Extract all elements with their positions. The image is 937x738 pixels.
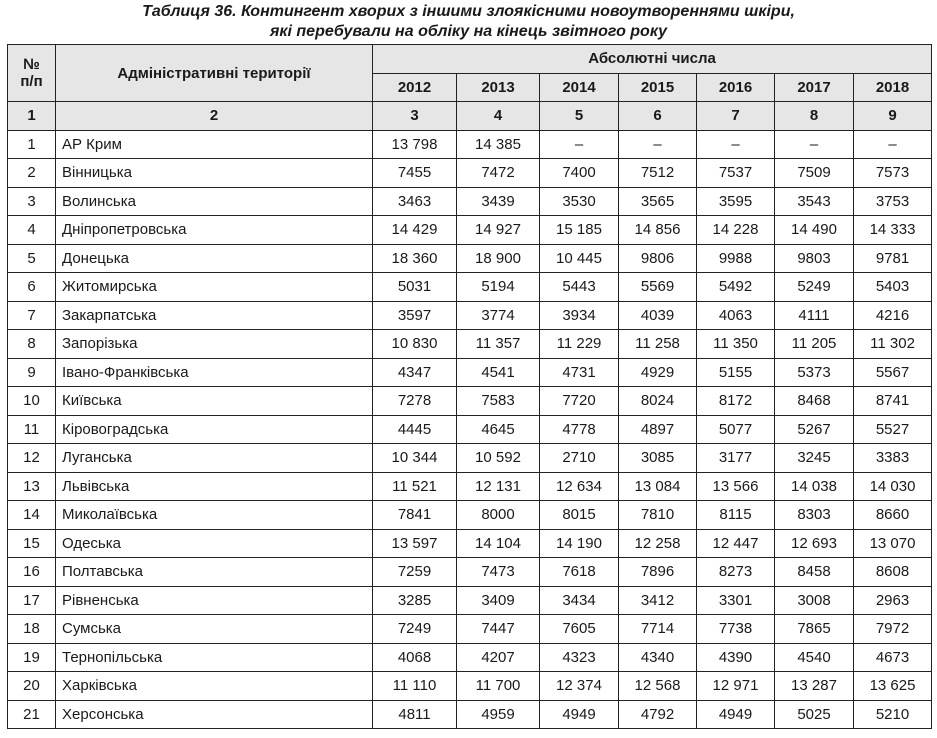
value-cell-2014: 8015 bbox=[540, 501, 619, 530]
value-cell-2013: 7473 bbox=[457, 558, 540, 587]
value-cell-2018: 3383 bbox=[854, 444, 932, 473]
header-territories: Адміністративні території bbox=[56, 45, 373, 102]
territory-name: Миколаївська bbox=[56, 501, 373, 530]
value-cell-2017: 7509 bbox=[775, 159, 854, 188]
value-cell-2015: 3412 bbox=[619, 586, 697, 615]
value-cell-2015: 13 084 bbox=[619, 472, 697, 501]
table-row bbox=[8, 700, 932, 729]
value-cell-2012: 4347 bbox=[373, 358, 457, 387]
value-cell-2012: 13 798 bbox=[373, 130, 457, 159]
value-cell-2013: 5194 bbox=[457, 273, 540, 302]
value-cell-2014: 4778 bbox=[540, 415, 619, 444]
value-cell-2013: 4207 bbox=[457, 643, 540, 672]
territory-name: АР Крим bbox=[56, 130, 373, 159]
value-cell-2018: 4673 bbox=[854, 643, 932, 672]
row-number: 8 bbox=[8, 330, 56, 359]
territory-name: Житомирська bbox=[56, 273, 373, 302]
row-number: 12 bbox=[8, 444, 56, 473]
table-row bbox=[8, 472, 932, 501]
data-table bbox=[7, 44, 932, 729]
value-cell-2018: 7573 bbox=[854, 159, 932, 188]
table-row bbox=[8, 615, 932, 644]
value-cell-2012: 7259 bbox=[373, 558, 457, 587]
value-cell-2018: 13 070 bbox=[854, 529, 932, 558]
value-cell-2017: 8468 bbox=[775, 387, 854, 416]
value-cell-2013: 11 700 bbox=[457, 672, 540, 701]
header-number-line-2: п/п bbox=[20, 73, 43, 90]
table-row bbox=[8, 558, 932, 587]
value-cell-2012: 7249 bbox=[373, 615, 457, 644]
header-year: 2013 bbox=[457, 73, 540, 102]
value-cell-2015: 8024 bbox=[619, 387, 697, 416]
value-cell-2018: 11 302 bbox=[854, 330, 932, 359]
value-cell-2015: 7714 bbox=[619, 615, 697, 644]
value-cell-2014: 7605 bbox=[540, 615, 619, 644]
value-cell-2012: 5031 bbox=[373, 273, 457, 302]
value-cell-2017: – bbox=[775, 130, 854, 159]
territory-name: Дніпропетровська bbox=[56, 216, 373, 245]
value-cell-2016: – bbox=[697, 130, 775, 159]
value-cell-2014: 4949 bbox=[540, 700, 619, 729]
row-number: 17 bbox=[8, 586, 56, 615]
value-cell-2017: 12 693 bbox=[775, 529, 854, 558]
value-cell-2013: 4541 bbox=[457, 358, 540, 387]
value-cell-2016: 8172 bbox=[697, 387, 775, 416]
value-cell-2013: 3774 bbox=[457, 301, 540, 330]
value-cell-2016: 7738 bbox=[697, 615, 775, 644]
value-cell-2017: 5373 bbox=[775, 358, 854, 387]
value-cell-2014: 11 229 bbox=[540, 330, 619, 359]
row-number: 3 bbox=[8, 187, 56, 216]
territory-name: Київська bbox=[56, 387, 373, 416]
value-cell-2016: 11 350 bbox=[697, 330, 775, 359]
value-cell-2018: 5210 bbox=[854, 700, 932, 729]
value-cell-2018: 14 030 bbox=[854, 472, 932, 501]
table-body bbox=[8, 130, 932, 729]
row-number: 19 bbox=[8, 643, 56, 672]
value-cell-2013: 3409 bbox=[457, 586, 540, 615]
value-cell-2018: 5403 bbox=[854, 273, 932, 302]
column-index: 1 bbox=[8, 102, 56, 131]
row-number: 16 bbox=[8, 558, 56, 587]
value-cell-2014: 4323 bbox=[540, 643, 619, 672]
value-cell-2017: 13 287 bbox=[775, 672, 854, 701]
value-cell-2014: 10 445 bbox=[540, 244, 619, 273]
table-title-line-2: які перебували на обліку на кінець звітного року bbox=[269, 23, 668, 40]
value-cell-2015: 3085 bbox=[619, 444, 697, 473]
value-cell-2018: 2963 bbox=[854, 586, 932, 615]
header-number bbox=[8, 45, 56, 102]
value-cell-2012: 7841 bbox=[373, 501, 457, 530]
value-cell-2015: 7810 bbox=[619, 501, 697, 530]
row-number: 14 bbox=[8, 501, 56, 530]
territory-name: Львівська bbox=[56, 472, 373, 501]
territory-name: Вінницька bbox=[56, 159, 373, 188]
value-cell-2014: 7618 bbox=[540, 558, 619, 587]
value-cell-2013: 10 592 bbox=[457, 444, 540, 473]
value-cell-2012: 13 597 bbox=[373, 529, 457, 558]
value-cell-2017: 3008 bbox=[775, 586, 854, 615]
column-index: 5 bbox=[540, 102, 619, 131]
value-cell-2018: 5527 bbox=[854, 415, 932, 444]
value-cell-2017: 7865 bbox=[775, 615, 854, 644]
row-number: 5 bbox=[8, 244, 56, 273]
column-index: 9 bbox=[854, 102, 932, 131]
value-cell-2014: 7720 bbox=[540, 387, 619, 416]
row-number: 9 bbox=[8, 358, 56, 387]
row-number: 11 bbox=[8, 415, 56, 444]
value-cell-2014: 15 185 bbox=[540, 216, 619, 245]
row-number: 1 bbox=[8, 130, 56, 159]
value-cell-2015: 11 258 bbox=[619, 330, 697, 359]
value-cell-2014: 2710 bbox=[540, 444, 619, 473]
column-index: 6 bbox=[619, 102, 697, 131]
value-cell-2018: 4216 bbox=[854, 301, 932, 330]
column-index: 2 bbox=[56, 102, 373, 131]
value-cell-2013: 4645 bbox=[457, 415, 540, 444]
value-cell-2015: 12 258 bbox=[619, 529, 697, 558]
value-cell-2012: 7455 bbox=[373, 159, 457, 188]
value-cell-2015: 4039 bbox=[619, 301, 697, 330]
value-cell-2016: 14 228 bbox=[697, 216, 775, 245]
value-cell-2014: – bbox=[540, 130, 619, 159]
value-cell-2013: 14 927 bbox=[457, 216, 540, 245]
value-cell-2015: 4792 bbox=[619, 700, 697, 729]
table-row bbox=[8, 330, 932, 359]
row-number: 15 bbox=[8, 529, 56, 558]
table-row bbox=[8, 501, 932, 530]
header-year: 2012 bbox=[373, 73, 457, 102]
table-row bbox=[8, 301, 932, 330]
value-cell-2017: 9803 bbox=[775, 244, 854, 273]
territory-name: Донецька bbox=[56, 244, 373, 273]
territory-name: Кіровоградська bbox=[56, 415, 373, 444]
value-cell-2018: 9781 bbox=[854, 244, 932, 273]
value-cell-2015: 7512 bbox=[619, 159, 697, 188]
row-number: 10 bbox=[8, 387, 56, 416]
value-cell-2016: 5155 bbox=[697, 358, 775, 387]
table-row bbox=[8, 529, 932, 558]
row-number: 20 bbox=[8, 672, 56, 701]
value-cell-2016: 4063 bbox=[697, 301, 775, 330]
territory-name: Харківська bbox=[56, 672, 373, 701]
value-cell-2016: 13 566 bbox=[697, 472, 775, 501]
value-cell-2017: 4111 bbox=[775, 301, 854, 330]
value-cell-2014: 3934 bbox=[540, 301, 619, 330]
value-cell-2017: 4540 bbox=[775, 643, 854, 672]
row-number: 7 bbox=[8, 301, 56, 330]
value-cell-2016: 8273 bbox=[697, 558, 775, 587]
territory-name: Закарпатська bbox=[56, 301, 373, 330]
value-cell-2012: 3285 bbox=[373, 586, 457, 615]
value-cell-2014: 14 190 bbox=[540, 529, 619, 558]
value-cell-2013: 14 104 bbox=[457, 529, 540, 558]
territory-name: Сумська bbox=[56, 615, 373, 644]
value-cell-2016: 3177 bbox=[697, 444, 775, 473]
value-cell-2012: 4811 bbox=[373, 700, 457, 729]
value-cell-2015: – bbox=[619, 130, 697, 159]
territory-name: Івано-Франківська bbox=[56, 358, 373, 387]
header-number-line-1: № bbox=[23, 56, 40, 73]
territory-name: Луганська bbox=[56, 444, 373, 473]
value-cell-2014: 3530 bbox=[540, 187, 619, 216]
value-cell-2015: 9806 bbox=[619, 244, 697, 273]
value-cell-2013: 3439 bbox=[457, 187, 540, 216]
row-number: 18 bbox=[8, 615, 56, 644]
value-cell-2016: 4949 bbox=[697, 700, 775, 729]
value-cell-2016: 9988 bbox=[697, 244, 775, 273]
header-year: 2018 bbox=[854, 73, 932, 102]
value-cell-2012: 10 344 bbox=[373, 444, 457, 473]
table-title-line-1: Таблиця 36. Контингент хворих з іншими злоякісними новоутвореннями шкіри, bbox=[142, 3, 795, 20]
value-cell-2012: 14 429 bbox=[373, 216, 457, 245]
value-cell-2012: 4445 bbox=[373, 415, 457, 444]
value-cell-2018: 8608 bbox=[854, 558, 932, 587]
value-cell-2016: 7537 bbox=[697, 159, 775, 188]
value-cell-2018: 8660 bbox=[854, 501, 932, 530]
territory-name: Запорізька bbox=[56, 330, 373, 359]
header-row-column-index bbox=[8, 102, 932, 131]
table-row bbox=[8, 643, 932, 672]
header-year: 2015 bbox=[619, 73, 697, 102]
table-row bbox=[8, 216, 932, 245]
value-cell-2015: 7896 bbox=[619, 558, 697, 587]
column-index: 4 bbox=[457, 102, 540, 131]
table-row bbox=[8, 130, 932, 159]
value-cell-2016: 12 447 bbox=[697, 529, 775, 558]
territory-name: Херсонська bbox=[56, 700, 373, 729]
value-cell-2014: 4731 bbox=[540, 358, 619, 387]
value-cell-2013: 18 900 bbox=[457, 244, 540, 273]
table-row bbox=[8, 672, 932, 701]
value-cell-2017: 8303 bbox=[775, 501, 854, 530]
row-number: 21 bbox=[8, 700, 56, 729]
value-cell-2016: 5492 bbox=[697, 273, 775, 302]
value-cell-2015: 4897 bbox=[619, 415, 697, 444]
territory-name: Тернопільська bbox=[56, 643, 373, 672]
header-year: 2014 bbox=[540, 73, 619, 102]
value-cell-2012: 7278 bbox=[373, 387, 457, 416]
value-cell-2014: 12 374 bbox=[540, 672, 619, 701]
column-index: 3 bbox=[373, 102, 457, 131]
value-cell-2016: 3301 bbox=[697, 586, 775, 615]
row-number: 2 bbox=[8, 159, 56, 188]
table-row bbox=[8, 159, 932, 188]
value-cell-2012: 3597 bbox=[373, 301, 457, 330]
value-cell-2012: 10 830 bbox=[373, 330, 457, 359]
value-cell-2015: 4929 bbox=[619, 358, 697, 387]
value-cell-2012: 18 360 bbox=[373, 244, 457, 273]
value-cell-2013: 14 385 bbox=[457, 130, 540, 159]
value-cell-2018: 7972 bbox=[854, 615, 932, 644]
value-cell-2015: 4340 bbox=[619, 643, 697, 672]
row-number: 6 bbox=[8, 273, 56, 302]
territory-name: Полтавська bbox=[56, 558, 373, 587]
row-number: 13 bbox=[8, 472, 56, 501]
value-cell-2017: 14 490 bbox=[775, 216, 854, 245]
value-cell-2018: 14 333 bbox=[854, 216, 932, 245]
header-year: 2017 bbox=[775, 73, 854, 102]
value-cell-2015: 5569 bbox=[619, 273, 697, 302]
value-cell-2018: 8741 bbox=[854, 387, 932, 416]
value-cell-2013: 7583 bbox=[457, 387, 540, 416]
value-cell-2017: 14 038 bbox=[775, 472, 854, 501]
territory-name: Рівненська bbox=[56, 586, 373, 615]
value-cell-2013: 11 357 bbox=[457, 330, 540, 359]
value-cell-2012: 11 521 bbox=[373, 472, 457, 501]
value-cell-2013: 7472 bbox=[457, 159, 540, 188]
value-cell-2012: 4068 bbox=[373, 643, 457, 672]
table-row bbox=[8, 586, 932, 615]
value-cell-2018: 5567 bbox=[854, 358, 932, 387]
value-cell-2017: 8458 bbox=[775, 558, 854, 587]
value-cell-2013: 7447 bbox=[457, 615, 540, 644]
header-absolute-numbers: Абсолютні числа bbox=[373, 45, 932, 74]
table-row bbox=[8, 187, 932, 216]
column-index: 8 bbox=[775, 102, 854, 131]
value-cell-2013: 4959 bbox=[457, 700, 540, 729]
value-cell-2017: 5267 bbox=[775, 415, 854, 444]
value-cell-2015: 12 568 bbox=[619, 672, 697, 701]
value-cell-2016: 12 971 bbox=[697, 672, 775, 701]
table-title bbox=[0, 0, 937, 44]
value-cell-2018: – bbox=[854, 130, 932, 159]
table-row bbox=[8, 273, 932, 302]
table-row bbox=[8, 415, 932, 444]
value-cell-2012: 11 110 bbox=[373, 672, 457, 701]
value-cell-2014: 5443 bbox=[540, 273, 619, 302]
value-cell-2014: 7400 bbox=[540, 159, 619, 188]
table-row bbox=[8, 387, 932, 416]
value-cell-2016: 3595 bbox=[697, 187, 775, 216]
column-index: 7 bbox=[697, 102, 775, 131]
territory-name: Волинська bbox=[56, 187, 373, 216]
value-cell-2013: 8000 bbox=[457, 501, 540, 530]
table-row bbox=[8, 444, 932, 473]
value-cell-2016: 8115 bbox=[697, 501, 775, 530]
value-cell-2017: 3543 bbox=[775, 187, 854, 216]
header-year: 2016 bbox=[697, 73, 775, 102]
value-cell-2014: 12 634 bbox=[540, 472, 619, 501]
value-cell-2016: 4390 bbox=[697, 643, 775, 672]
value-cell-2018: 13 625 bbox=[854, 672, 932, 701]
value-cell-2015: 3565 bbox=[619, 187, 697, 216]
table-row bbox=[8, 358, 932, 387]
value-cell-2017: 3245 bbox=[775, 444, 854, 473]
value-cell-2017: 5025 bbox=[775, 700, 854, 729]
value-cell-2014: 3434 bbox=[540, 586, 619, 615]
value-cell-2017: 5249 bbox=[775, 273, 854, 302]
value-cell-2015: 14 856 bbox=[619, 216, 697, 245]
table-row bbox=[8, 244, 932, 273]
value-cell-2016: 5077 bbox=[697, 415, 775, 444]
header-row-top bbox=[8, 45, 932, 74]
value-cell-2017: 11 205 bbox=[775, 330, 854, 359]
territory-name: Одеська bbox=[56, 529, 373, 558]
value-cell-2013: 12 131 bbox=[457, 472, 540, 501]
row-number: 4 bbox=[8, 216, 56, 245]
value-cell-2012: 3463 bbox=[373, 187, 457, 216]
value-cell-2018: 3753 bbox=[854, 187, 932, 216]
